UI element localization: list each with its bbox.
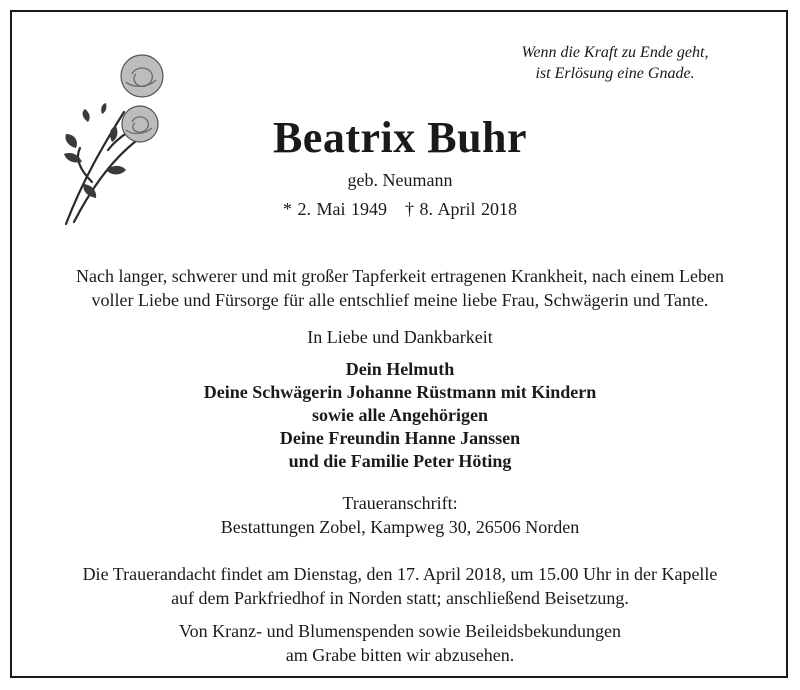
service-line-1: Die Trauerandacht findet am Dienstag, den 17. April 2018, um 15.00 Uhr in der Kapelle — [82, 564, 718, 584]
life-dates — [0, 199, 800, 220]
maiden-name: geb. Neumann — [347, 170, 453, 190]
mourner-line: Dein Helmuth — [345, 359, 455, 379]
mourning-address — [20, 491, 780, 539]
quote-line-1: Wenn die Kraft zu Ende geht, — [521, 44, 709, 61]
flowers-note — [20, 619, 780, 667]
birth-date: * 2. Mai 1949 — [282, 199, 387, 219]
obituary-text — [20, 264, 780, 312]
mourner-line: sowie alle Angehörigen — [312, 405, 488, 425]
obituary-line-1: Nach langer, schwerer und mit großer Tapferkeit ertragenen Krankheit, nach einem Leben — [76, 266, 724, 286]
obituary-line-2: voller Liebe und Fürsorge für alle entschlief meine liebe Frau, Schwägerin und Tante. — [91, 290, 709, 310]
service-info — [20, 562, 780, 610]
flowers-line-2: am Grabe bitten wir abzusehen. — [285, 645, 515, 665]
epigraph-quote — [490, 42, 740, 84]
mourner-line: Deine Schwägerin Johanne Rüstmann mit Kindern — [203, 382, 597, 402]
mourner-line: und die Familie Peter Höting — [288, 451, 512, 471]
quote-line-2: ist Erlösung eine Gnade. — [535, 65, 695, 82]
address-label: Traueranschrift: — [342, 493, 458, 513]
mourners-list — [20, 358, 780, 473]
service-line-2: auf dem Parkfriedhof in Norden statt; anschließend Beisetzung. — [171, 588, 629, 608]
flowers-line-1: Von Kranz- und Blumenspenden sowie Beileidsbekundungen — [178, 621, 622, 641]
mourner-line: Deine Freundin Hanne Janssen — [279, 428, 521, 448]
closing-phrase: In Liebe und Dankbarkeit — [307, 327, 493, 347]
deceased-name: Beatrix Buhr — [272, 113, 528, 162]
address-value: Bestattungen Zobel, Kampweg 30, 26506 Norden — [220, 517, 580, 537]
death-date: † 8. April 2018 — [404, 199, 517, 219]
